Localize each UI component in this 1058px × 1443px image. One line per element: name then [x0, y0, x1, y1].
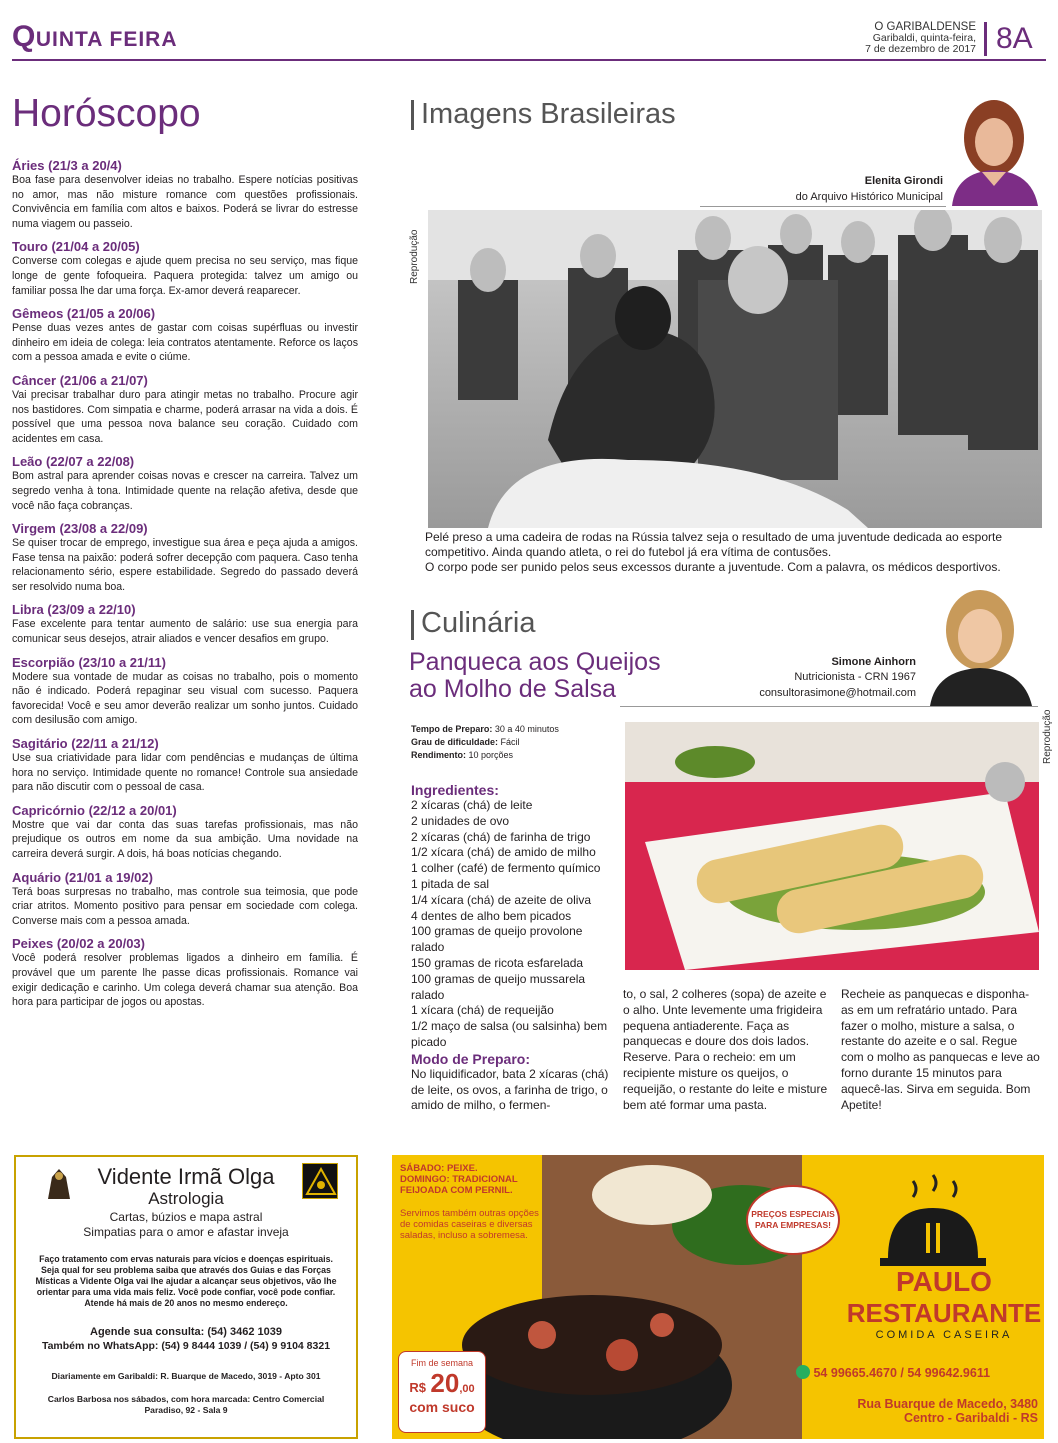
- horoscope-sign: [12, 803, 358, 862]
- ingredient-item: 150 gramas de ricota esfarelada: [411, 955, 584, 970]
- sign-text: Boa fase para desenvolver ideias no trabalho. Espere notícias positivas no amor, mas não misture romance com questões profissionais. Convivência em família com altos e baixos. Poderá se livrar do estresse numa viagem ou passeio.: [12, 174, 358, 230]
- olga-name: Vidente Irmã Olga: [97, 1164, 275, 1189]
- ingredient-item: 1/2 maço de salsa (ou salsinha) bem picado: [411, 1019, 608, 1049]
- sign-text: Converse com colegas e ajude quem precisa no seu serviço, mas fique longe de gente fofoqueira. Paquera protegida: talvez um amigo ou familiar possa lhe dar uma força. Ex-amor deverá reaparecer.: [12, 255, 358, 297]
- culinaria-title: Culinária: [421, 607, 536, 639]
- paulo-phones-text: 54 99665.4670 / 54 99642.9611: [813, 1366, 991, 1380]
- imagens-caption-line-1: Pelé preso a uma cadeira de rodas na Rússia talvez seja o resultado de uma juventude dedicada ao esporte competitivo. Ainda quando atleta, o rei do futebol já era vítima de contusões.: [425, 530, 1003, 559]
- prep-time: [411, 723, 621, 736]
- ad-paulo-restaurante: [392, 1155, 1044, 1439]
- paper-info: [820, 22, 976, 55]
- olga-line-1: Cartas, búzios e mapa astral: [109, 1210, 263, 1224]
- prep-time-value: 30 a 40 minutos: [494, 724, 559, 734]
- recipe-photo: [625, 722, 1039, 970]
- ingredient-item: 1/4 xícara (chá) de azeite de oliva: [411, 892, 592, 907]
- pancake-photo-icon: [625, 722, 1039, 970]
- header-rule: [12, 59, 1046, 61]
- paulo-address-1: Rua Buarque de Macedo, 3480: [857, 1397, 1038, 1411]
- prep-yield: [411, 749, 621, 762]
- imagens-caption-line-2: O corpo pode ser punido pelos seus excessos durante a juventude. Com a palavra, os médicos desportivos.: [425, 560, 1001, 574]
- horoscope-sign: [12, 870, 358, 929]
- sign-name: Aquário (21/01 a 19/02): [12, 869, 153, 885]
- page-number: 8A: [996, 22, 1033, 55]
- difficulty-value: Fácil: [500, 737, 520, 747]
- all-seeing-eye-icon: [302, 1163, 338, 1199]
- culinaria-author-rule: [620, 706, 1038, 707]
- ingredient-item: 100 gramas de queijo provolone ralado: [411, 924, 583, 955]
- ingredient-item: 2 unidades de ovo: [411, 813, 510, 828]
- difficulty-label: Grau de dificuldade:: [411, 737, 499, 747]
- imagens-author-role: do Arquivo Histórico Municipal: [795, 191, 943, 203]
- recipe-title-line-2: ao Molho de Salsa: [409, 675, 617, 703]
- olga-subtitle: Astrologia: [148, 1189, 224, 1208]
- price-prefix: R$: [409, 1380, 426, 1395]
- recipe-title-line-1: Panqueca aos Queijos: [409, 648, 661, 676]
- sign-name: Leão (22/07 a 22/08): [12, 454, 135, 470]
- imagens-author-name: Elenita Girondi: [864, 175, 943, 187]
- ingredient-item: 2 xícaras (chá) de leite: [411, 798, 533, 812]
- sign-text: Modere sua vontade de mudar as coisas no trabalho, pois o momento não é indicado. Poderá repaginar seu visual com sucesso. Paquera favorecida! Você e seu amor deverão realizar um sonho juntos. Cuidado com desilusão com amigo.: [12, 670, 358, 727]
- recipe-column-1: [411, 782, 611, 1114]
- ingredients-list: [411, 798, 611, 1051]
- sign-text: Se quiser trocar de emprego, investigue sua área e peça ajuda a amigos. Fase tensa na paixão: poderá sofrer decepção com paquera. Caso tenha relacionamento sério, espere estabilidade. Segredo do passado deverá ser resolvido numa boa.: [12, 537, 358, 593]
- paulo-address: [812, 1397, 1038, 1425]
- culinaria-photo-credit: Reprodução: [1042, 709, 1053, 764]
- paulo-weekend: Fim de semana: [410, 1358, 474, 1368]
- ingredient-item: 1 colher (café) de fermento químico: [411, 861, 601, 876]
- sign-text: Vai precisar trabalhar duro para atingir metas no trabalho. Procure agir nos bastidores. Com simpatia e charme, poderá arrasar na vida a dois. É possível que uma pessoa nova balance seu coração. Cuidado com acidentes em casa.: [12, 388, 358, 445]
- method-text-3: Recheie as panquecas e disponha-as em um refratário untado. Para fazer o molho, misture a salsa, o restante do azeite e o sal. Regue com o molho as panquecas e leve ao forno durante 15 minutos para aquecê-las. Sirva em seguida. Bom Apetite!: [841, 987, 1040, 1112]
- whatsapp-icon: [796, 1365, 810, 1379]
- paulo-brand-restaurante: RESTAURANTE: [846, 1298, 1042, 1328]
- historic-photo-icon: [428, 210, 1042, 528]
- sign-text: Use sua criatividade para lidar com pendências e mudanças de última hora no serviço. Intimidade quente no romance! Controle sua ansiedade para não discutir com o pessoal de casa.: [12, 752, 358, 794]
- sign-text: Terá boas surpresas no trabalho, mas controle sua teimosia, que pode criar atritos. Momento positivo para pensar em sociedade com colega. Converse mais com a pessoa amada.: [12, 885, 358, 927]
- sign-name: Touro (21/04 a 20/05): [12, 239, 140, 255]
- sign-name: Gêmeos (21/05 a 20/06): [12, 306, 156, 322]
- elenita-portrait: [946, 86, 1042, 206]
- simone-author-email: consultorasimone@hotmail.com: [759, 687, 916, 699]
- paulo-brand: PAULO: [896, 1266, 992, 1297]
- paulo-phones: [796, 1365, 1040, 1380]
- imagens-photo-credit: Reprodução: [409, 229, 420, 284]
- sign-text: Fase excelente para tentar aumento de salário: use sua energia para comunicar seus desejos, atrair aliados e vencer desafios em grupo.: [12, 618, 358, 646]
- olga-contact-whatsapp: Também no WhatsApp: (54) 9 8444 1039 / (54) 9 9104 8321: [41, 1340, 331, 1352]
- portrait-illustration-icon: [946, 86, 1042, 206]
- paulo-sunday: DOMINGO: TRADICIONAL FEIJOADA COM PERNIL.: [400, 1174, 518, 1196]
- section-title: [12, 20, 178, 54]
- paper-date: 7 de dezembro de 2017: [865, 43, 976, 55]
- pele-historic-photo: [428, 210, 1042, 528]
- price-cents: ,00: [459, 1383, 475, 1395]
- recipe-title: [409, 649, 709, 703]
- price-amount: 20: [430, 1368, 460, 1398]
- sign-text: Você poderá resolver problemas ligados a dinheiro em família. É provável que um parente lhe passe dicas profissionais. Romance vai exigir dedicação e carinho. Um colega deverá chamar sua atenção. Boa hora para participar de jogos ou apostas.: [12, 952, 358, 1009]
- paulo-badge: PREÇOS ESPECIAIS PARA EMPRESAS!: [746, 1185, 840, 1255]
- paper-name: O GARIBALDENSE: [874, 21, 976, 33]
- horoscope-sign: [12, 373, 358, 446]
- sign-name: Capricórnio (22/12 a 20/01): [12, 802, 177, 818]
- prep-difficulty: [411, 736, 621, 749]
- imagens-author-rule: [700, 206, 946, 207]
- method-title: Modo de Preparo:: [411, 1050, 531, 1067]
- method-text-1: No liquidificador, bata 2 xícaras (chá) de leite, os ovos, a farinha de trigo, o amido de milho, o fermen-: [411, 1066, 609, 1113]
- simone-portrait: [920, 578, 1040, 706]
- sign-name: Peixes (20/02 a 20/03): [12, 936, 145, 952]
- horoscope-sign: [12, 454, 358, 513]
- ingredients-title: Ingredientes:: [411, 782, 499, 798]
- horoscope-title: Horóscopo: [12, 92, 201, 135]
- sign-text: Pense duas vezes antes de gastar com coisas supérfluas ou investir dinheiro em ideia de colega: leia contratos atentamente. Reforce os laços com a pessoa amada e evite o ciúme.: [12, 322, 358, 364]
- paulo-price: [398, 1351, 486, 1433]
- imagens-title-bar: [411, 100, 414, 130]
- recipe-prep-info: [411, 723, 621, 762]
- section-title-rest: UINTA FEIRA: [35, 28, 178, 51]
- horoscope-sign: [12, 239, 358, 298]
- ingredient-item: 1 xícara (chá) de requeijão: [411, 1003, 554, 1018]
- paper-place: Garibaldi, quinta-feira,: [872, 32, 976, 44]
- price-suffix: com suco: [409, 1399, 475, 1415]
- paulo-also: Servimos também outras opções de comidas caseiras e diversas saladas, incluso a sobremesa.: [400, 1208, 539, 1241]
- horoscope-sign: [12, 736, 358, 795]
- sign-name: Libra (23/09 a 22/10): [12, 602, 136, 618]
- horoscope-list: [12, 158, 358, 1018]
- olga-contact-phone: Agende sua consulta: (54) 3462 1039: [90, 1326, 282, 1338]
- cloche-logo-icon: [878, 1173, 988, 1273]
- paulo-price-value: [399, 1368, 485, 1399]
- imagens-caption: [425, 530, 1045, 575]
- olga-address-1: Diariamente em Garibaldi: R. Buarque de Macedo, 3019 - Apto 301: [51, 1371, 321, 1381]
- sign-name: Áries (21/3 a 20/4): [12, 158, 122, 173]
- paulo-brand-subtitle: COMIDA CASEIRA: [875, 1329, 1013, 1341]
- saint-figure-icon: [44, 1167, 74, 1201]
- sign-name: Câncer (21/06 a 21/07): [12, 372, 148, 388]
- culinaria-title-bar: [411, 610, 414, 640]
- ingredient-item: 2 xícaras (chá) de farinha de trigo: [411, 829, 591, 844]
- sign-text: Mostre que vai dar conta das suas tarefas profissionais, mas não prejudique os outros em nome da sua ambição. Uma novidade na carreira deverá surgir. A dois, há boas notícias chegando.: [12, 818, 358, 860]
- header-divider: [984, 22, 987, 56]
- paulo-saturday: SÁBADO: PEIXE.: [400, 1163, 478, 1174]
- yield-value: 10 porções: [468, 750, 514, 760]
- horoscope-sign: [12, 306, 358, 365]
- paulo-address-2: Centro - Garibaldi - RS: [903, 1411, 1038, 1425]
- horoscope-sign: [12, 602, 358, 646]
- olga-address-2: Carlos Barbosa nos sábados, com hora marcada: Centro Comercial Paradiso, 92 - Sala 9: [47, 1394, 325, 1415]
- paulo-menu: [400, 1163, 550, 1241]
- sign-name: Escorpião (23/10 a 21/11): [12, 654, 166, 670]
- ingredient-item: 1/2 xícara (chá) de amido de milho: [411, 845, 596, 860]
- horoscope-sign: [12, 655, 358, 728]
- simone-author-name: Simone Ainhorn: [831, 656, 916, 668]
- imagens-title: Imagens Brasileiras: [421, 98, 676, 130]
- section-title-initial: Q: [12, 20, 36, 53]
- ingredient-item: 100 gramas de queijo mussarela ralado: [411, 971, 586, 1002]
- ingredient-item: 1 pitada de sal: [411, 876, 490, 891]
- method-text-2: to, o sal, 2 colheres (sopa) de azeite e o alho. Unte levemente uma frigideira pequena antiaderente. Faça as panquecas e doure dos dois lados. Reserve. Para o recheio: em um recipiente misture os queijos, o requeijão, o restante do leite e misture bem até formar uma pasta.: [623, 987, 828, 1112]
- portrait-illustration-icon: [920, 578, 1040, 706]
- sign-name: Sagitário (22/11 a 21/12): [12, 736, 159, 752]
- olga-line-2: Simpatias para o amor e afastar inveja: [83, 1225, 289, 1239]
- prep-time-label: Tempo de Preparo:: [411, 724, 493, 734]
- horoscope-sign: [12, 936, 358, 1009]
- horoscope-sign: [12, 521, 358, 594]
- sign-name: Virgem (23/08 a 22/09): [12, 521, 148, 537]
- ad-vidente-olga: [14, 1155, 358, 1439]
- simone-author-role: Nutricionista - CRN 1967: [794, 671, 916, 683]
- horoscope-sign: [12, 158, 358, 231]
- ingredient-item: 4 dentes de alho bem picados: [411, 908, 572, 923]
- sign-text: Bom astral para aprender coisas novas e crescer na carreira. Talvez um segredo venha à tona. Intimidade quente na relação afetiva, desde que você não faça cobranças.: [12, 470, 358, 512]
- yield-label: Rendimento:: [411, 750, 466, 760]
- olga-body: Faço tratamento com ervas naturais para vícios e doenças espirituais. Seja qual for seu problema saiba que através dos Guias e das Forças Místicas a Vidente Olga vai lhe ajudar a alcançar seus objetivos, vão lhe orientar para uma vida mais feliz. Você pode confiar, você pode confiar. Atende há mais de 20 anos no mesmo endereço.: [35, 1254, 337, 1308]
